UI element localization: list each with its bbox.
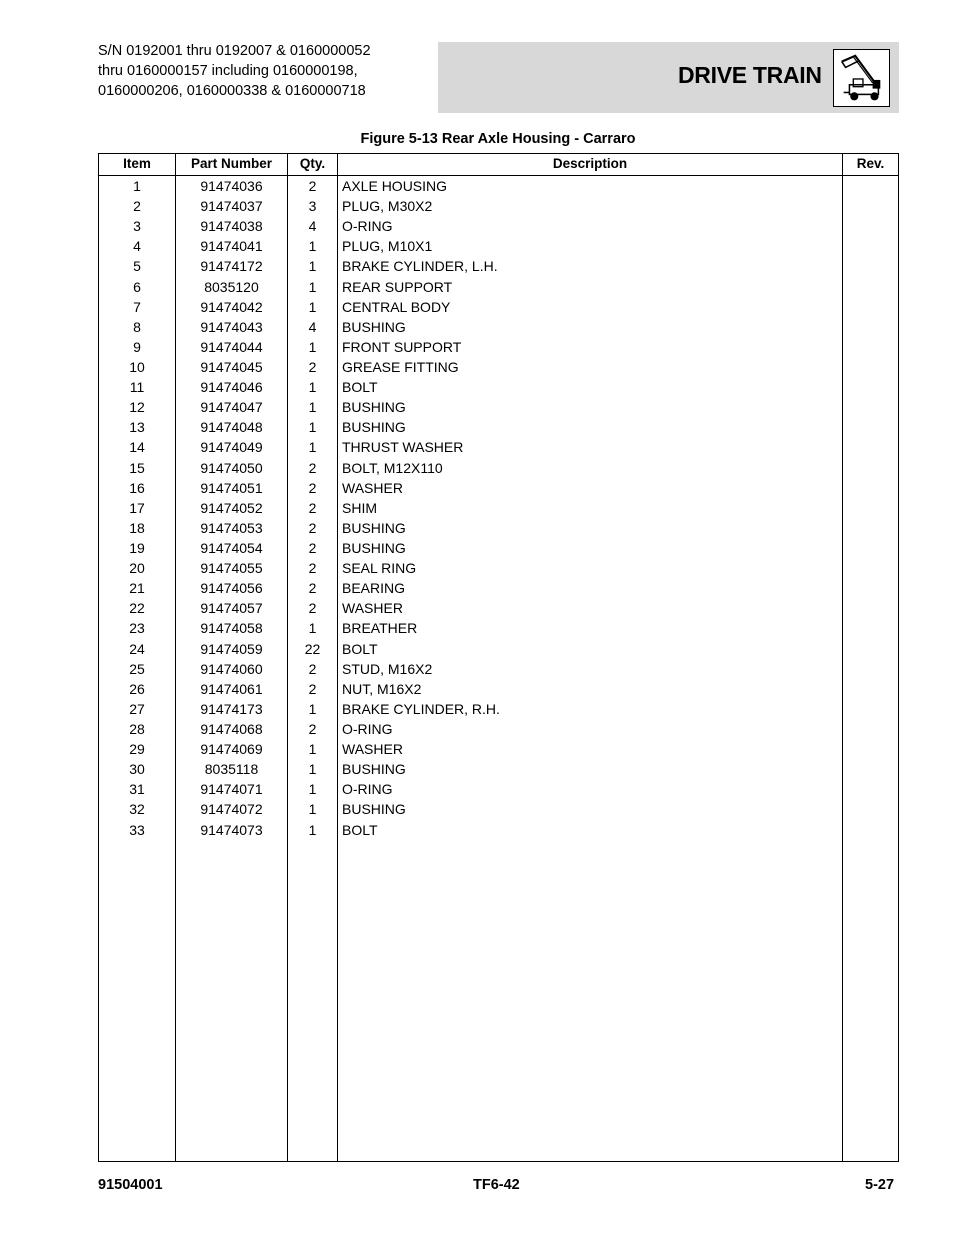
quantity: 2 (308, 560, 317, 577)
table-row (99, 256, 898, 276)
item-number: 18 (129, 519, 145, 536)
description: WASHER (342, 741, 403, 758)
table-row (99, 317, 898, 337)
item-number: 19 (129, 539, 145, 556)
description: BUSHING (342, 519, 406, 536)
table-row (99, 216, 898, 236)
quantity: 2 (308, 358, 317, 375)
column-header-rev: Rev. (856, 156, 885, 171)
item-number: 12 (129, 399, 145, 416)
table-row (99, 759, 898, 779)
part-number: 91474172 (200, 258, 263, 275)
description: NUT, M16X2 (342, 680, 422, 697)
part-number: 91474043 (200, 318, 263, 335)
part-number: 91474050 (200, 459, 263, 476)
table-row (99, 437, 898, 457)
part-number: 91474060 (200, 660, 263, 677)
part-number: 91474069 (200, 741, 263, 758)
description: GREASE FITTING (342, 358, 459, 375)
part-number: 91474073 (200, 821, 263, 838)
section-header (438, 42, 899, 113)
quantity: 2 (308, 178, 317, 194)
quantity: 1 (308, 399, 317, 416)
description: REAR SUPPORT (342, 278, 453, 295)
part-number: 91474059 (200, 640, 263, 657)
part-number: 91474072 (200, 801, 263, 818)
serial-line-2: thru 0160000157 including 0160000198, (98, 63, 358, 79)
footer-page-number: 5-27 (865, 1177, 895, 1193)
quantity: 22 (304, 640, 321, 657)
column-header-qty: Qty. (299, 156, 326, 171)
quantity: 1 (308, 338, 317, 355)
item-number: 29 (129, 741, 145, 758)
table-row (99, 639, 898, 659)
description: BOLT (342, 640, 378, 657)
item-number: 14 (129, 439, 145, 456)
part-number: 91474037 (200, 198, 263, 215)
quantity: 2 (308, 720, 317, 737)
table-row (99, 498, 898, 518)
part-number: 91474054 (200, 539, 263, 556)
quantity: 1 (308, 821, 317, 838)
table-row (99, 618, 898, 638)
item-number: 26 (129, 680, 145, 697)
description: BOLT, M12X110 (342, 459, 443, 476)
item-number: 27 (129, 700, 145, 717)
description: STUD, M16X2 (342, 660, 433, 677)
table-row (99, 578, 898, 598)
part-number: 91474045 (200, 358, 263, 375)
description: BOLT (342, 379, 378, 396)
item-number: 16 (129, 479, 145, 496)
table-row (99, 377, 898, 397)
table-row (99, 397, 898, 417)
quantity: 1 (308, 379, 317, 396)
quantity: 1 (308, 741, 317, 758)
description: AXLE HOUSING (342, 178, 448, 194)
table-row (99, 236, 898, 256)
description: THRUST WASHER (342, 439, 464, 456)
item-number: 13 (129, 419, 145, 436)
table-row (99, 779, 898, 799)
part-number: 91474052 (200, 499, 263, 516)
part-number: 91474042 (200, 298, 263, 315)
item-number: 32 (129, 801, 145, 818)
item-number: 5 (133, 258, 141, 275)
item-number: 11 (129, 379, 145, 396)
description: WASHER (342, 479, 403, 496)
table-body (99, 176, 898, 840)
quantity: 2 (308, 539, 317, 556)
description: BEARING (342, 580, 406, 597)
part-number: 91474047 (200, 399, 263, 416)
item-number: 8 (133, 318, 141, 335)
item-number: 15 (129, 459, 145, 476)
quantity: 1 (308, 620, 317, 637)
item-number: 23 (129, 620, 145, 637)
item-number: 10 (129, 358, 145, 375)
quantity: 1 (308, 700, 317, 717)
telehandler-icon (833, 49, 890, 107)
table-row (99, 417, 898, 437)
part-number: 91474048 (200, 419, 263, 436)
table-row (99, 558, 898, 578)
description: BREATHER (342, 620, 418, 637)
description: BUSHING (342, 419, 406, 436)
column-header-item: Item (123, 156, 151, 171)
description: BOLT (342, 821, 378, 838)
parts-table (98, 153, 899, 1162)
table-row (99, 337, 898, 357)
description: PLUG, M10X1 (342, 238, 433, 255)
item-number: 7 (133, 298, 141, 315)
quantity: 1 (308, 419, 317, 436)
part-number: 91474071 (200, 781, 263, 798)
quantity: 1 (308, 439, 317, 456)
part-number: 91474173 (200, 700, 263, 717)
table-row (99, 458, 898, 478)
section-title: DRIVE TRAIN (678, 62, 822, 88)
column-header-description: Description (552, 156, 628, 171)
part-number: 91474055 (200, 560, 263, 577)
serial-line-3: 0160000206, 0160000338 & 0160000718 (98, 83, 366, 99)
item-number: 28 (129, 720, 145, 737)
quantity: 2 (308, 580, 317, 597)
table-row (99, 679, 898, 699)
item-number: 22 (129, 600, 145, 617)
quantity: 1 (308, 258, 317, 275)
quantity: 3 (308, 198, 317, 215)
table-row (99, 719, 898, 739)
table-row (99, 538, 898, 558)
description: BUSHING (342, 539, 406, 556)
description: PLUG, M30X2 (342, 198, 433, 215)
column-header-part-number: Part Number (190, 156, 273, 171)
item-number: 20 (129, 560, 145, 577)
quantity: 2 (308, 680, 317, 697)
serial-line-1: S/N 0192001 thru 0192007 & 0160000052 (98, 43, 371, 59)
description: O-RING (342, 218, 393, 235)
item-number: 24 (129, 640, 145, 657)
quantity: 2 (308, 660, 317, 677)
part-number: 91474044 (200, 338, 263, 355)
part-number: 91474049 (200, 439, 263, 456)
description: O-RING (342, 781, 393, 798)
figure-title: Figure 5-13 Rear Axle Housing - Carraro (360, 131, 636, 147)
quantity: 4 (308, 318, 317, 335)
part-number: 91474068 (200, 720, 263, 737)
item-number: 6 (133, 278, 141, 295)
table-row (99, 518, 898, 538)
footer-model: TF6-42 (473, 1177, 520, 1193)
quantity: 1 (308, 781, 317, 798)
table-row (99, 598, 898, 618)
part-number: 91474058 (200, 620, 263, 637)
table-row (99, 659, 898, 679)
item-number: 4 (133, 238, 141, 255)
table-row (99, 699, 898, 719)
quantity: 1 (308, 761, 317, 778)
description: CENTRAL BODY (342, 298, 451, 315)
item-number: 33 (129, 821, 145, 838)
quantity: 2 (308, 519, 317, 536)
item-number: 9 (133, 338, 141, 355)
table-row (99, 277, 898, 297)
item-number: 25 (129, 660, 145, 677)
description: BUSHING (342, 399, 406, 416)
item-number: 31 (129, 781, 145, 798)
item-number: 1 (133, 178, 141, 194)
part-number: 91474061 (200, 680, 263, 697)
part-number: 91474056 (200, 580, 263, 597)
quantity: 1 (308, 801, 317, 818)
serial-number-block (98, 41, 428, 101)
part-number: 91474041 (200, 238, 263, 255)
table-row (99, 478, 898, 498)
description: SHIM (342, 499, 377, 516)
description: BRAKE CYLINDER, L.H. (342, 258, 498, 275)
table-row (99, 297, 898, 317)
part-number: 8035120 (204, 278, 259, 295)
table-row (99, 799, 898, 819)
quantity: 2 (308, 499, 317, 516)
quantity: 2 (308, 459, 317, 476)
item-number: 21 (129, 580, 145, 597)
part-number: 91474051 (200, 479, 263, 496)
footer-doc-number: 91504001 (98, 1177, 163, 1193)
description: BRAKE CYLINDER, R.H. (342, 700, 500, 717)
part-number: 8035118 (204, 761, 259, 778)
table-row (99, 357, 898, 377)
description: FRONT SUPPORT (342, 338, 462, 355)
part-number: 91474038 (200, 218, 263, 235)
part-number: 91474036 (200, 178, 263, 194)
part-number: 91474057 (200, 600, 263, 617)
item-number: 30 (129, 761, 145, 778)
description: O-RING (342, 720, 393, 737)
table-row (99, 739, 898, 759)
description: WASHER (342, 600, 403, 617)
description: SEAL RING (342, 560, 417, 577)
quantity: 1 (308, 298, 317, 315)
part-number: 91474046 (200, 379, 263, 396)
quantity: 2 (308, 479, 317, 496)
quantity: 1 (308, 278, 317, 295)
quantity: 1 (308, 238, 317, 255)
description: BUSHING (342, 801, 406, 818)
table-row (99, 196, 898, 216)
quantity: 4 (308, 218, 317, 235)
table-row (99, 820, 898, 840)
part-number: 91474053 (200, 519, 263, 536)
item-number: 2 (133, 198, 141, 215)
item-number: 3 (133, 218, 141, 235)
table-row (99, 176, 898, 196)
item-number: 17 (129, 499, 145, 516)
description: BUSHING (342, 761, 406, 778)
quantity: 2 (308, 600, 317, 617)
description: BUSHING (342, 318, 406, 335)
